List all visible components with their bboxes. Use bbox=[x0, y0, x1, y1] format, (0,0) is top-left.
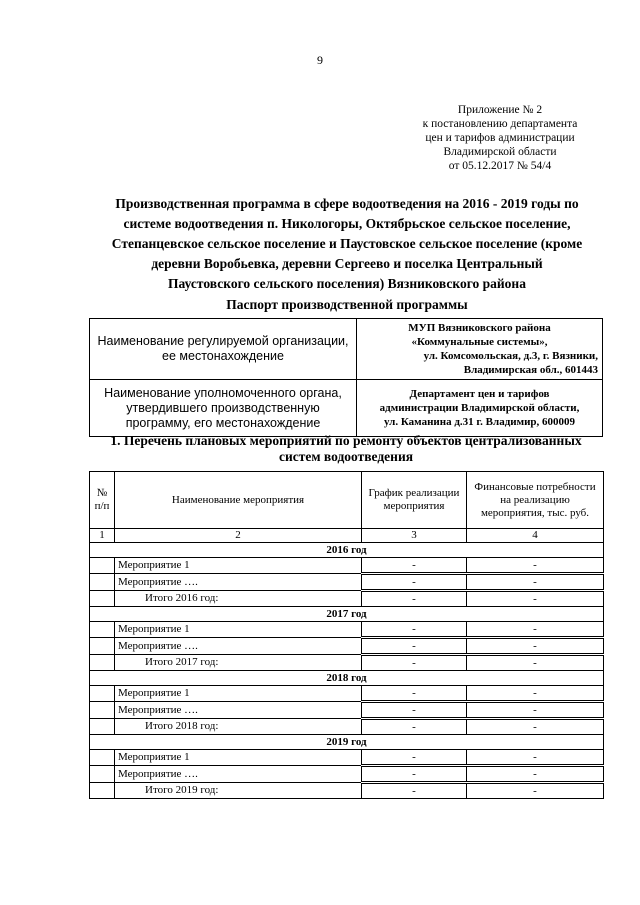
title-line: Степанцевское сельское поселение и Паустовское сельское поселение (кроме bbox=[111, 236, 583, 251]
row-number-cell bbox=[90, 655, 115, 671]
events-table bbox=[89, 471, 604, 799]
year-heading: 2019 год bbox=[90, 735, 604, 750]
title-line: Производственная программа в сфере водоотведения на 2016 - 2019 годы по bbox=[115, 196, 579, 211]
total-label: Итого 2019 год: bbox=[115, 783, 362, 799]
events-header-row bbox=[90, 472, 604, 529]
row-number-cell bbox=[90, 622, 115, 638]
passport-row bbox=[90, 380, 603, 437]
event-row bbox=[90, 558, 604, 574]
event-name: Мероприятие 1 bbox=[115, 622, 362, 638]
event-row bbox=[90, 622, 604, 638]
schedule-cell: - bbox=[362, 686, 467, 702]
section-title bbox=[89, 433, 603, 465]
finance-cell: - bbox=[467, 622, 604, 638]
total-row bbox=[90, 591, 604, 607]
finance-cell: - bbox=[467, 783, 604, 799]
passport-row bbox=[90, 319, 603, 380]
year-row bbox=[90, 671, 604, 686]
authority-label: Наименование уполномоченного органа, утвердившего производственную программу, его местонахождение bbox=[90, 380, 357, 437]
year-heading: 2017 год bbox=[90, 607, 604, 622]
year-heading: 2016 год bbox=[90, 543, 604, 558]
row-number-cell bbox=[90, 702, 115, 719]
organization-label: Наименование регулируемой организации, ее местонахождение bbox=[90, 319, 357, 380]
finance-cell: - bbox=[467, 766, 604, 783]
title-line: системе водоотведения п. Никологоры, Октябрьское сельское поселение, bbox=[123, 216, 571, 231]
event-name: Мероприятие 1 bbox=[115, 558, 362, 574]
event-name: Мероприятие …. bbox=[115, 574, 362, 591]
section-title-line: систем водоотведения bbox=[278, 449, 414, 464]
column-number: 2 bbox=[115, 529, 362, 543]
total-row bbox=[90, 783, 604, 799]
value-line: Департамент цен и тарифов bbox=[409, 388, 550, 400]
schedule-cell: - bbox=[362, 766, 467, 783]
appendix-line: от 05.12.2017 № 54/4 bbox=[448, 160, 552, 172]
page-number: 9 bbox=[317, 53, 323, 67]
schedule-cell: - bbox=[362, 719, 467, 735]
total-label: Итого 2016 год: bbox=[115, 591, 362, 607]
year-row bbox=[90, 607, 604, 622]
schedule-cell: - bbox=[362, 750, 467, 766]
value-line: Владимирская обл., 601443 bbox=[463, 364, 598, 376]
event-row bbox=[90, 638, 604, 655]
total-row bbox=[90, 655, 604, 671]
appendix-line: Владимирской области bbox=[443, 146, 557, 158]
appendix-block bbox=[400, 103, 600, 173]
schedule-cell: - bbox=[362, 558, 467, 574]
event-name: Мероприятие …. bbox=[115, 702, 362, 719]
schedule-cell: - bbox=[362, 638, 467, 655]
value-line: МУП Вязниковского района bbox=[408, 322, 551, 334]
finance-cell: - bbox=[467, 719, 604, 735]
event-name: Мероприятие 1 bbox=[115, 750, 362, 766]
schedule-cell: - bbox=[362, 783, 467, 799]
header-finance: Финансовые потребности на реализацию мероприятия, тыс. руб. bbox=[467, 472, 604, 529]
passport-heading: Паспорт производственной программы bbox=[226, 297, 468, 312]
schedule-cell: - bbox=[362, 591, 467, 607]
event-row bbox=[90, 574, 604, 591]
value-line: администрации Владимирской области, bbox=[379, 402, 580, 414]
row-number-cell bbox=[90, 686, 115, 702]
event-name: Мероприятие …. bbox=[115, 638, 362, 655]
value-line: «Коммунальные системы», bbox=[411, 336, 548, 348]
event-row bbox=[90, 686, 604, 702]
row-number-cell bbox=[90, 719, 115, 735]
event-name: Мероприятие …. bbox=[115, 766, 362, 783]
header-schedule: График реализации мероприятия bbox=[362, 472, 467, 529]
column-number: 3 bbox=[362, 529, 467, 543]
finance-cell: - bbox=[467, 591, 604, 607]
finance-cell: - bbox=[467, 702, 604, 719]
row-number-cell bbox=[90, 750, 115, 766]
event-row bbox=[90, 702, 604, 719]
finance-cell: - bbox=[467, 750, 604, 766]
organization-value bbox=[357, 319, 603, 380]
passport-table bbox=[89, 318, 603, 437]
finance-cell: - bbox=[467, 686, 604, 702]
row-number-cell bbox=[90, 766, 115, 783]
title-line: деревни Воробьевка, деревни Сергеево и поселка Центральный bbox=[151, 256, 543, 271]
schedule-cell: - bbox=[362, 655, 467, 671]
finance-cell: - bbox=[467, 558, 604, 574]
total-label: Итого 2018 год: bbox=[115, 719, 362, 735]
year-row bbox=[90, 735, 604, 750]
finance-cell: - bbox=[467, 638, 604, 655]
year-heading: 2018 год bbox=[90, 671, 604, 686]
header-name: Наименование мероприятия bbox=[115, 472, 362, 529]
finance-cell: - bbox=[467, 574, 604, 591]
row-number-cell bbox=[90, 591, 115, 607]
schedule-cell: - bbox=[362, 574, 467, 591]
appendix-line: цен и тарифов администрации bbox=[425, 132, 575, 144]
value-line: ул. Каманина д.31 г. Владимир, 600009 bbox=[383, 416, 576, 428]
header-num: № п/п bbox=[90, 472, 115, 529]
title-line: Паустовского сельского поселения) Вязниковского района bbox=[168, 276, 526, 291]
event-row bbox=[90, 750, 604, 766]
appendix-line: к постановлению департамента bbox=[422, 118, 578, 130]
total-label: Итого 2017 год: bbox=[115, 655, 362, 671]
value-line: ул. Комсомольская, д.3, г. Вязники, bbox=[423, 350, 598, 362]
row-number-cell bbox=[90, 783, 115, 799]
schedule-cell: - bbox=[362, 702, 467, 719]
row-number-cell bbox=[90, 574, 115, 591]
authority-value bbox=[357, 380, 603, 437]
row-number-cell bbox=[90, 558, 115, 574]
column-number-row bbox=[90, 529, 604, 543]
document-title bbox=[96, 194, 598, 294]
event-name: Мероприятие 1 bbox=[115, 686, 362, 702]
column-number: 4 bbox=[467, 529, 604, 543]
finance-cell: - bbox=[467, 655, 604, 671]
appendix-line: Приложение № 2 bbox=[457, 104, 543, 116]
row-number-cell bbox=[90, 638, 115, 655]
event-row bbox=[90, 766, 604, 783]
year-row bbox=[90, 543, 604, 558]
total-row bbox=[90, 719, 604, 735]
schedule-cell: - bbox=[362, 622, 467, 638]
column-number: 1 bbox=[90, 529, 115, 543]
section-title-line: 1. Перечень плановых мероприятий по ремонту объектов централизованных bbox=[110, 433, 582, 448]
